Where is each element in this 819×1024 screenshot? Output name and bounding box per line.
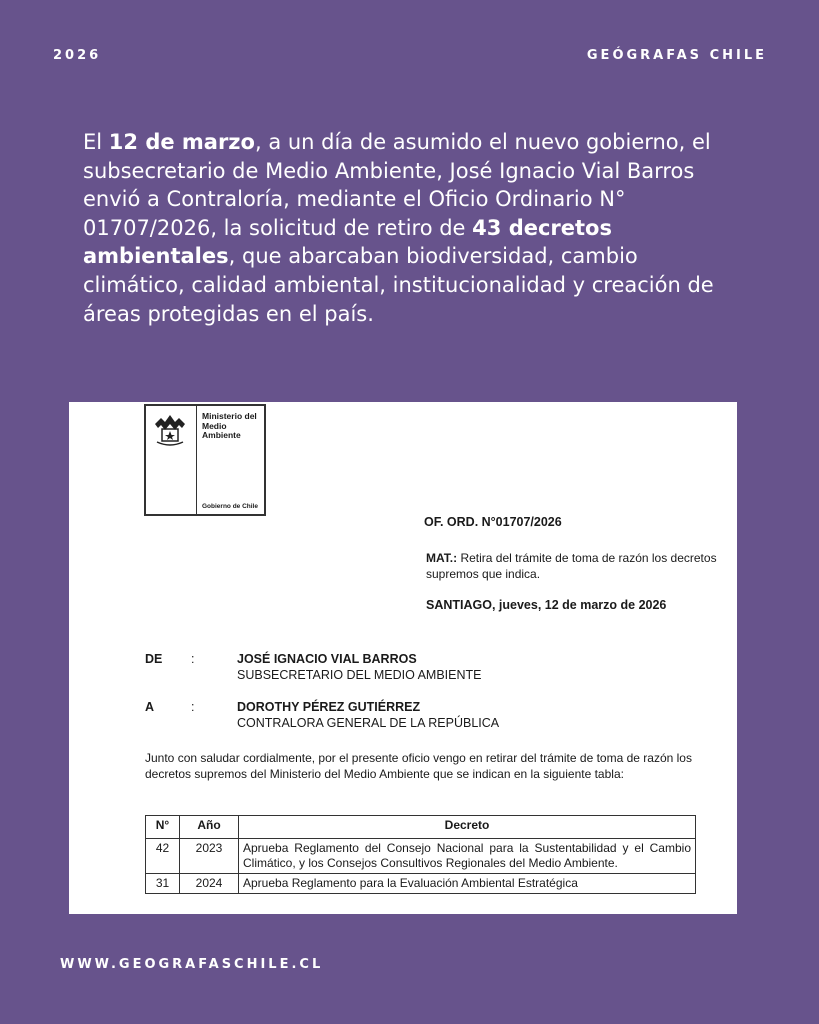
from-colon: : [191, 652, 195, 666]
from-role: SUBSECRETARIO DEL MEDIO AMBIENTE [237, 668, 482, 682]
intro-text-3: , que abarcaban biodiversidad, cambio climático, calidad ambiental, institucionalidad y creación de áreas protegidas en el país. [83, 244, 714, 326]
decree-table [145, 815, 696, 894]
to-role: CONTRALORA GENERAL DE LA REPÚBLICA [237, 716, 500, 730]
website-url: WWW.GEOGRAFASCHILE.CL [60, 957, 324, 972]
column-header-num: N° [146, 816, 180, 839]
oficio-number: OF. ORD. N°01707/2026 [424, 515, 562, 529]
official-letter-image [69, 402, 737, 914]
intro-text-1: El [83, 130, 109, 154]
column-header-year: Año [180, 816, 239, 839]
table-header-row [146, 816, 696, 839]
brand-name: GEÓGRAFAS CHILE [586, 48, 767, 63]
ministry-logo [144, 404, 266, 516]
government-label: Gobierno de Chile [202, 503, 258, 510]
to-name: DOROTHY PÉREZ GUTIÉRREZ [237, 700, 421, 714]
ministry-name: Ministerio del Medio Ambiente [202, 411, 257, 440]
row-year: 2024 [180, 874, 239, 894]
year-label: 2026 [53, 48, 102, 63]
to-colon: : [191, 700, 195, 714]
row-decree: Aprueba Reglamento para la Evaluación Ambiental Estratégica [239, 874, 696, 894]
matter-text [426, 550, 736, 582]
to-label: A [145, 700, 155, 714]
row-num: 42 [146, 839, 180, 874]
body-paragraph: Junto con saludar cordialmente, por el presente oficio vengo en retirar del trámite de toma de razón los decretos supremos del Ministerio del Medio Ambiente que se indican en la siguiente tabla: [145, 751, 692, 781]
column-header-decree: Decreto [239, 816, 696, 839]
from-name: JOSÉ IGNACIO VIAL BARROS [237, 652, 417, 666]
row-num: 31 [146, 874, 180, 894]
intro-date: 12 de marzo [108, 130, 255, 154]
coat-of-arms-icon [151, 412, 189, 448]
matter-label: MAT.: [426, 551, 458, 565]
intro-count: 43 decretos ambientales [83, 215, 612, 269]
from-label: DE [145, 652, 163, 666]
table-row [146, 839, 696, 874]
intro-paragraph [83, 128, 733, 328]
matter-body: Retira del trámite de toma de razón los decretos supremos que indica. [426, 551, 717, 581]
table-row [146, 874, 696, 894]
row-year: 2023 [180, 839, 239, 874]
logo-divider [196, 406, 197, 514]
row-decree: Aprueba Reglamento del Consejo Nacional para la Sustentabilidad y el Cambio Climático, y los Consejos Consultivos Regionales del Medio Ambiente. [239, 839, 696, 874]
place-date: SANTIAGO, jueves, 12 de marzo de 2026 [426, 598, 667, 612]
intro-text-2: , a un día de asumido el nuevo gobierno, el subsecretario de Medio Ambiente, José Ignacio Vial Barros envió a Contraloría, mediante el Oficio Ordinario N° 01707/2026, la solicitud de retiro de [83, 130, 711, 240]
